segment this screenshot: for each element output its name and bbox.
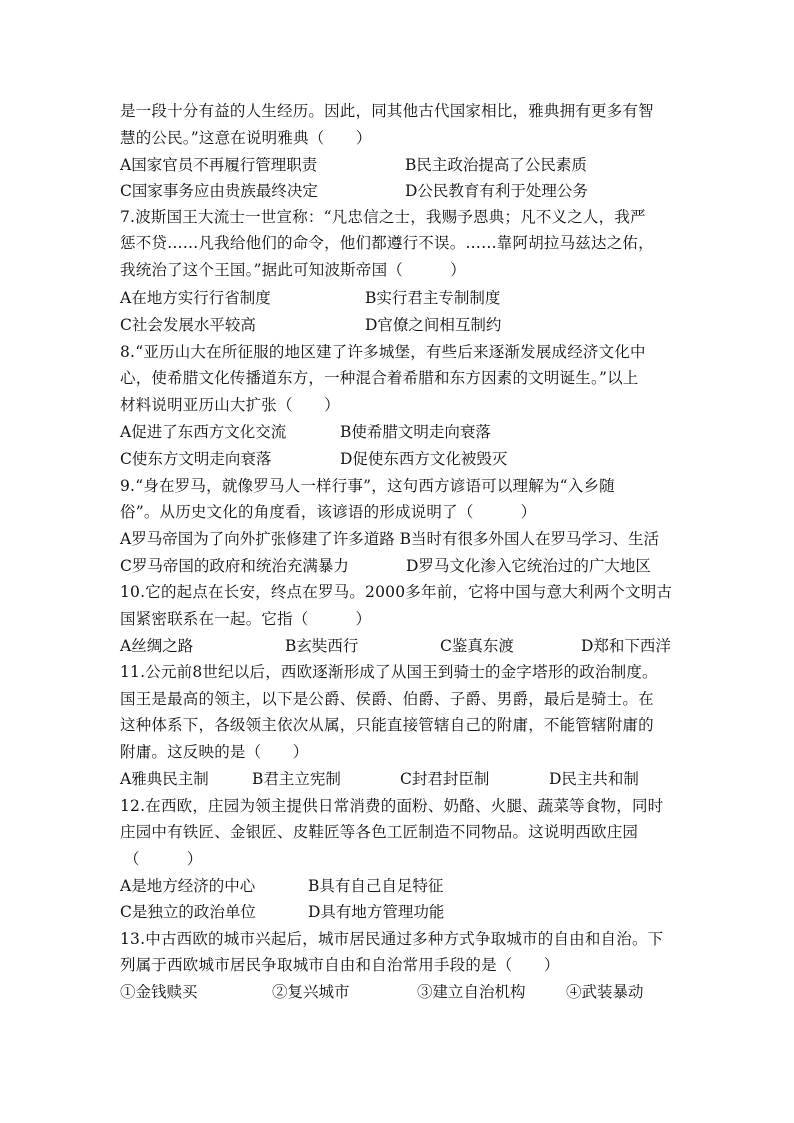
q12-option-b: B具有自己自足特征 [308, 877, 444, 895]
q13-text-line-1: 13.中古西欧的城市兴起后，城市居民通过多种方式争取城市的自由和自治。下 [120, 930, 664, 948]
q8-option-c: C使东方文明走向衰落 [120, 450, 272, 468]
q12-text-line-2: 庄园中有铁匠、金银匠、皮鞋匠等各色工匠制造不同物品。这说明西欧庄园 [120, 823, 639, 841]
q6-option-c: C国家事务应由贵族最终决定 [120, 182, 318, 200]
q13-choice-4: ④武装暴动 [566, 983, 644, 1001]
q10-text-line-1: 10.它的起点在长安，终点在罗马。2000多年前，它将中国与意大利两个文明古 [120, 583, 673, 601]
q9-option-c: C罗马帝国的政府和统治充满暴力 [120, 557, 349, 575]
q12-text-line-1: 12.在西欧，庄园为领主提供日常消费的面粉、奶酪、火腿、蔬菜等食物，同时 [120, 797, 664, 815]
q10-option-a: A丝绸之路 [120, 637, 194, 655]
q10-option-c: C鉴真东渡 [440, 637, 514, 655]
q11-option-b: B君主立宪制 [252, 770, 341, 788]
q11-option-a: A雅典民主制 [120, 770, 209, 788]
q12-text-line-3: （ ） [124, 850, 203, 868]
q13-choice-3: ③建立自治机构 [417, 983, 526, 1001]
q6-option-b: B民主政治提高了公民素质 [405, 156, 587, 174]
q12-option-d: D具有地方管理功能 [308, 903, 445, 921]
q7-text-line-3: 我统治了这个王国。”据此可知波斯帝国（ ） [120, 261, 466, 279]
q8-text-line-3: 材料说明亚历山大扩张（ ） [120, 396, 340, 414]
q11-option-c: C封君封臣制 [400, 770, 490, 788]
q9-option-d: D罗马文化渗入它统治过的广大地区 [406, 557, 651, 575]
q7-option-c: C社会发展水平较高 [120, 316, 256, 334]
q8-option-d: D促使东西方文化被毁灭 [340, 450, 508, 468]
q7-option-d: D官僚之间相互制约 [365, 316, 502, 334]
q10-option-b: B玄奘西行 [285, 637, 359, 655]
q7-option-a: A在地方实行行省制度 [120, 289, 271, 307]
q13-choice-2: ②复兴城市 [272, 983, 350, 1001]
q8-option-a: A促进了东西方文化交流 [120, 423, 287, 441]
q11-text-line-1: 11.公元前8世纪以后，西欧逐渐形成了从国王到骑士的金字塔形的政治制度。 [120, 663, 658, 681]
q9-option-ab: A罗马帝国为了向外扩张修建了许多道路 B当时有很多外国人在罗马学习、生活 [120, 530, 660, 548]
q6-text-line-2: 慧的公民。”这意在说明雅典（ ） [120, 129, 372, 147]
q11-text-line-4: 附庸。这反映的是（ ） [120, 743, 309, 761]
q6-option-a: A国家官员不再履行管理职责 [120, 156, 318, 174]
q6-option-d: D公民教育有利于处理公务 [405, 182, 588, 200]
q11-text-line-3: 这种体系下，各级领主依次从属，只能直接管辖自己的附庸，不能管辖附庸的 [120, 716, 654, 734]
q7-option-b: B实行君主专制制度 [365, 289, 501, 307]
q6-text-line-1: 是一段十分有益的人生经历。因此，同其他古代国家相比，雅典拥有更多有智 [120, 102, 654, 120]
q13-text-line-2: 列属于西欧城市居民争取城市自由和自治常用手段的是（ ） [120, 956, 560, 974]
q10-option-d: D郑和下西洋 [581, 637, 671, 655]
q11-option-d: D民主共和制 [549, 770, 639, 788]
q12-option-c: C是独立的政治单位 [120, 903, 256, 921]
q9-text-line-2: 俗”。从历史文化的角度看，该谚语的形成说明了（ ） [120, 503, 537, 521]
q8-text-line-2: 心，使希腊文化传播道东方，一种混合着希腊和东方因素的文明诞生。”以上 [120, 369, 639, 387]
q9-text-line-1: 9.“身在罗马，就像罗马人一样行事”，这句西方谚语可以理解为“入乡随 [120, 477, 615, 495]
q10-text-line-2: 国紧密联系在一起。它指（ ） [120, 610, 372, 628]
q7-text-line-2: 惩不贷……凡我给他们的命令，他们都遵行不误。……靠阿胡拉马兹达之佑， [120, 234, 654, 252]
q7-text-line-1: 7.波斯国王大流士一世宣称：“凡忠信之士，我赐予恩典；凡不义之人，我严 [120, 208, 646, 226]
q8-text-line-1: 8.“亚历山大在所征服的地区建了许多城堡，有些后来逐渐发展成经济文化中 [120, 343, 646, 361]
q13-choice-1: ①金钱赎买 [120, 983, 198, 1001]
q12-option-a: A是地方经济的中心 [120, 877, 256, 895]
q8-option-b: B使希腊文明走向衰落 [340, 423, 491, 441]
q11-text-line-2: 国王是最高的领主，以下是公爵、侯爵、伯爵、子爵、男爵，最后是骑士。在 [120, 690, 654, 708]
